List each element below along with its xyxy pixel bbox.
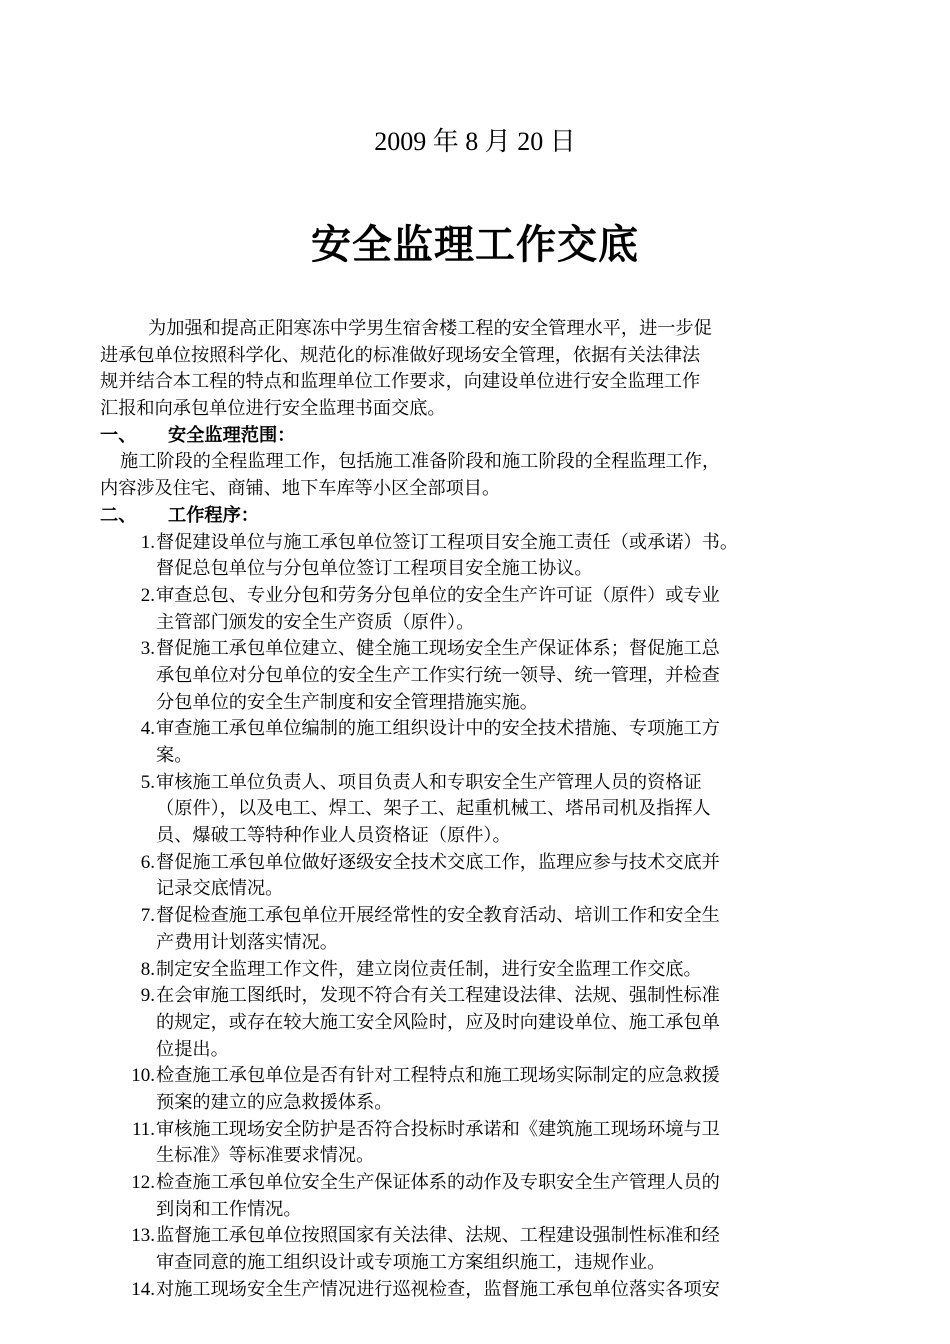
document-body	[100, 316, 880, 1303]
procedure-item-line: 的规定，或存在较大施工安全风险时，应及时向建设单位、施工承包单	[156, 1011, 720, 1033]
intro-line: 为加强和提高正阳寒冻中学男生宿舍楼工程的安全管理水平，进一步促	[148, 318, 712, 339]
procedure-item	[100, 983, 880, 1063]
intro-paragraph	[100, 316, 880, 423]
procedure-item	[100, 770, 880, 850]
procedure-item-number: 3.	[140, 638, 155, 660]
procedure-item-line: 审查总包、专业分包和劳务分包单位的安全生产许可证（原件）或专业	[156, 584, 720, 606]
procedure-item-number: 1.	[140, 531, 155, 553]
procedure-item-line: 在会审施工图纸时，发现不符合有关工程建设法律、法规、强制性标准	[156, 985, 720, 1007]
intro-line: 进承包单位按照科学化、规范化的标准做好现场安全管理，依据有关法律法	[100, 344, 701, 366]
procedure-item-line: 对施工现场安全生产情况进行巡视检查，监督施工承包单位落实各项安	[156, 1278, 720, 1300]
procedure-item	[100, 1170, 880, 1223]
procedure-item-number: 14.	[131, 1278, 155, 1300]
procedure-item-line: 记录交底情况。	[156, 878, 284, 900]
section-heading-procedure	[100, 503, 880, 530]
procedure-item-number: 11.	[131, 1118, 155, 1140]
scope-line: 施工阶段的全程监理工作，包括施工准备阶段和施工阶段的全程监理工作，	[120, 451, 721, 473]
procedure-item-line: 承包单位对分包单位的安全生产工作实行统一领导、统一管理，并检查	[156, 664, 720, 686]
procedure-item-line: 到岗和工作情况。	[156, 1198, 302, 1220]
procedure-item-line: 制定安全监理工作文件，建立岗位责任制，进行安全监理工作交底。	[156, 958, 702, 980]
document-date: 2009 年 8 月 20 日	[374, 127, 576, 156]
procedure-item-line: 审查施工承包单位编制的施工组织设计中的安全技术措施、专项施工方	[156, 718, 720, 740]
procedure-item-line: 监督施工承包单位按照国家有关法律、法规、工程建设强制性标准和经	[156, 1225, 720, 1247]
procedure-item-number: 10.	[131, 1065, 155, 1087]
procedure-item-line: 位提出。	[156, 1038, 229, 1060]
procedure-item	[100, 1277, 880, 1304]
procedure-item-line: 检查施工承包单位安全生产保证体系的动作及专职安全生产管理人员的	[156, 1172, 720, 1193]
procedure-item	[100, 850, 880, 903]
procedure-item-line: 审查同意的施工组织设计或专项施工方案组织施工，违规作业。	[156, 1252, 666, 1274]
procedure-item-line: 督促检查施工承包单位开展经常性的安全教育活动、培训工作和安全生	[156, 905, 720, 927]
procedure-item-line: 督促施工承包单位做好逐级安全技术交底工作，监理应参与技术交底并	[156, 851, 720, 873]
procedure-list	[100, 530, 880, 1304]
section-number: 一、	[100, 424, 137, 446]
procedure-item-line: 员、爆破工等特种作业人员资格证（原件）。	[156, 825, 511, 847]
procedure-item-number: 9.	[140, 985, 155, 1007]
procedure-item	[100, 903, 880, 956]
procedure-item-line: 案。	[156, 745, 193, 766]
document-title: 安全监理工作交底	[311, 221, 639, 268]
scope-line: 内容涉及住宅、商铺、地下车库等小区全部项目。	[100, 478, 501, 500]
procedure-item	[100, 1117, 880, 1170]
procedure-item-line: 审核施工现场安全防护是否符合投标时承诺和《建筑施工现场环境与卫	[156, 1118, 720, 1140]
procedure-item-line: 督促建设单位与施工承包单位签订工程项目安全施工责任（或承诺）书。	[156, 531, 739, 553]
procedure-item-line: （原件），以及电工、焊工、架子工、起重机械工、塔吊司机及指挥人	[156, 798, 711, 820]
procedure-item-line: 主管部门颁发的安全生产资质（原件）。	[156, 611, 475, 633]
procedure-item-number: 5.	[140, 771, 155, 793]
procedure-item-number: 7.	[140, 905, 155, 927]
section-heading-text: 安全监理范围：	[168, 424, 296, 446]
procedure-item-line: 分包单位的安全生产制度和安全管理措施实施。	[156, 691, 538, 713]
section-number: 二、	[100, 504, 137, 526]
section-heading-scope	[100, 423, 880, 450]
procedure-item-line: 督促总包单位与分包单位签订工程项目安全施工协议。	[156, 558, 593, 580]
procedure-item	[100, 716, 880, 769]
procedure-item-line: 审核施工单位负责人、项目负责人和专职安全生产管理人员的资格证	[156, 771, 702, 793]
procedure-item	[100, 1223, 880, 1276]
procedure-item	[100, 957, 880, 984]
procedure-item-number: 13.	[131, 1225, 155, 1247]
procedure-item	[100, 530, 880, 583]
procedure-item-number: 12.	[131, 1172, 155, 1193]
procedure-item-line: 生标准》等标准要求情况。	[156, 1145, 375, 1167]
procedure-item-line: 检查施工承包单位是否有针对工程特点和施工现场实际制定的应急救援	[156, 1065, 720, 1087]
scope-paragraph	[100, 449, 880, 502]
procedure-item-number: 2.	[140, 584, 155, 606]
procedure-item-number: 4.	[140, 718, 155, 740]
procedure-item-line: 督促施工承包单位建立、健全施工现场安全生产保证体系；督促施工总	[156, 638, 720, 660]
procedure-item-number: 6.	[140, 851, 155, 873]
procedure-item	[100, 636, 880, 716]
procedure-item-line: 预案的建立的应急救援体系。	[156, 1091, 393, 1113]
section-heading-text: 工作程序：	[168, 504, 259, 526]
procedure-item	[100, 583, 880, 636]
procedure-item-number: 8.	[140, 958, 155, 980]
procedure-item-line: 产费用计划落实情况。	[156, 931, 338, 953]
intro-line: 汇报和向承包单位进行安全监理书面交底。	[100, 398, 446, 420]
intro-line: 规并结合本工程的特点和监理单位工作要求，向建设单位进行安全监理工作	[100, 371, 701, 393]
procedure-item	[100, 1063, 880, 1116]
